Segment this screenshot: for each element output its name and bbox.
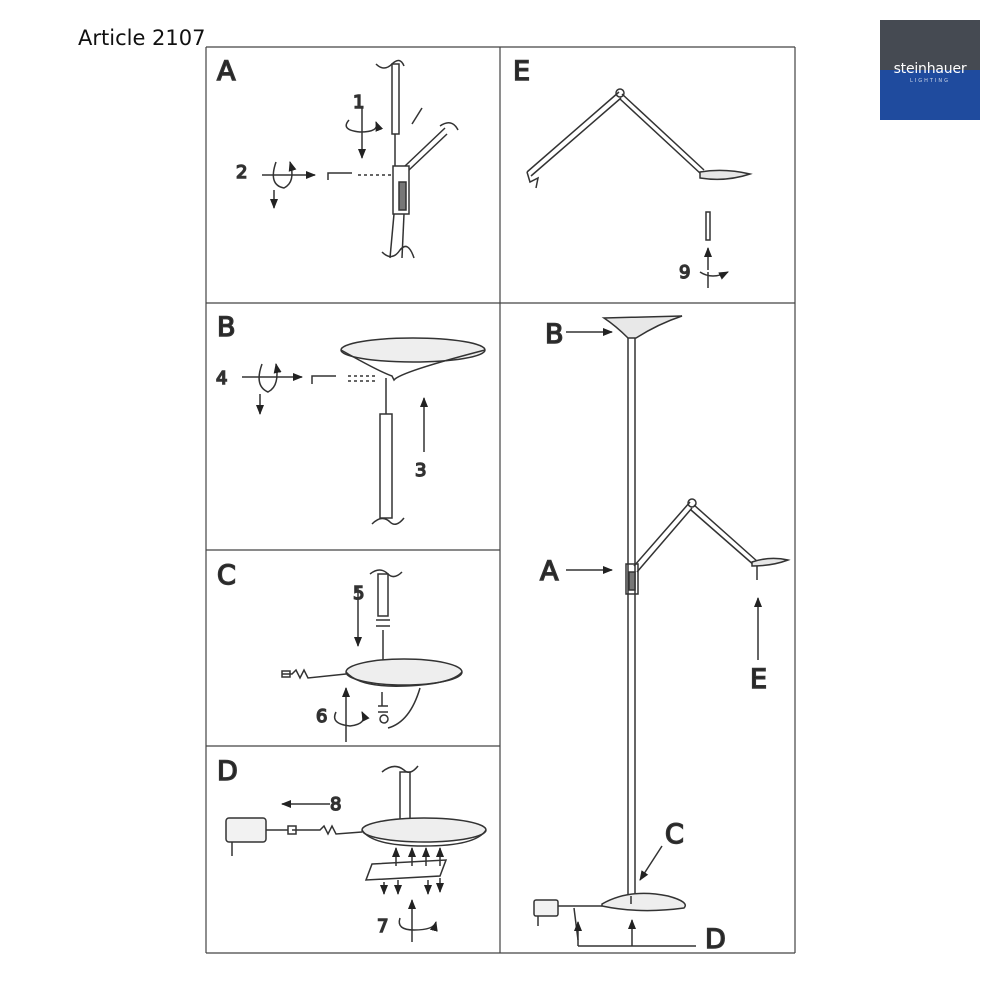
step-3-label: 3 xyxy=(415,460,427,481)
panel-c-drawing xyxy=(282,570,462,742)
panel-d-label: D xyxy=(217,756,238,787)
step-2-label: 2 xyxy=(236,162,248,183)
overview-panel xyxy=(534,316,788,955)
panel-a-label: A xyxy=(217,56,236,87)
panel-b xyxy=(216,312,485,524)
step-7-label: 7 xyxy=(377,916,389,937)
step-8-label: 8 xyxy=(330,794,342,815)
step-6-label: 6 xyxy=(316,706,328,727)
panel-a xyxy=(217,56,458,258)
panel-e-label: E xyxy=(513,56,531,87)
panel-frame xyxy=(206,47,795,953)
step-5-label: 5 xyxy=(353,583,365,604)
overview-label-d: D xyxy=(705,924,726,955)
overview-label-c: C xyxy=(665,819,684,850)
panel-a-drawing xyxy=(262,60,458,258)
overview-label-b: B xyxy=(545,319,564,350)
step-1-label: 1 xyxy=(353,92,365,113)
step-4-label: 4 xyxy=(216,368,228,389)
panel-b-drawing xyxy=(242,338,485,524)
overview-label-e: E xyxy=(750,664,768,695)
panel-e-drawing xyxy=(527,89,750,288)
article-title: Article 2107 xyxy=(78,26,206,50)
panel-c xyxy=(217,560,462,742)
panel-c-label: C xyxy=(217,560,236,591)
floor-lamp-drawing xyxy=(534,316,788,946)
panel-e xyxy=(513,56,750,288)
overview-label-a: A xyxy=(540,556,559,587)
logo-tagline-text: LIGHTING xyxy=(909,78,951,84)
logo-brand-text: steinhauer xyxy=(893,61,967,77)
panel-d-drawing xyxy=(226,766,486,942)
panel-d xyxy=(217,756,486,942)
step-9-label: 9 xyxy=(679,262,691,283)
panel-b-label: B xyxy=(217,312,236,343)
